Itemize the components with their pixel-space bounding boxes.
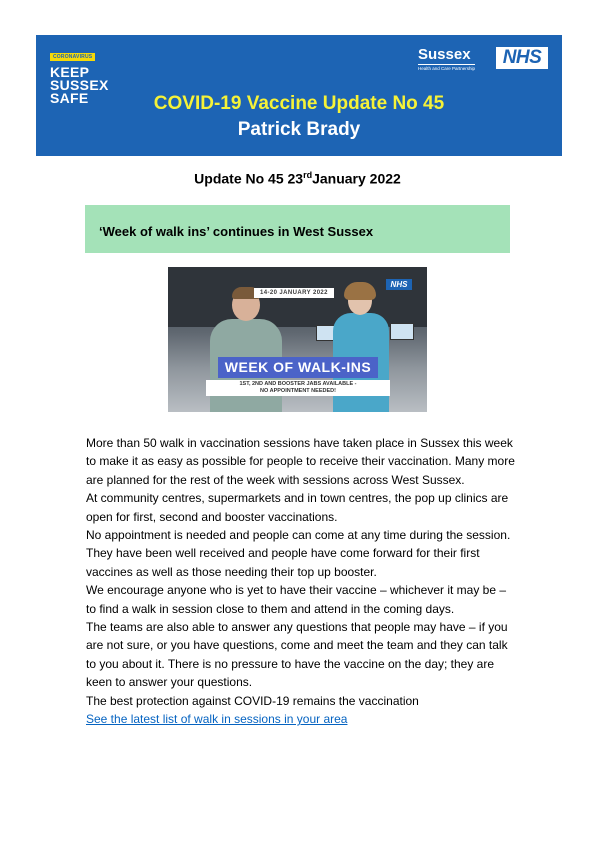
update-date-line bbox=[0, 170, 595, 187]
logo-line-keep: KEEP bbox=[50, 64, 90, 80]
logo-line-sussex: SUSSEX bbox=[50, 77, 109, 93]
logo-line-safe: SAFE bbox=[50, 90, 89, 106]
walk-ins-promo-image bbox=[168, 267, 427, 412]
coronavirus-tag: CORONAVIRUS bbox=[50, 53, 95, 61]
body-paragraph: We encourage anyone who is yet to have their vaccine – whichever it may be – to find a walk in session close to them and attend in the coming days. bbox=[86, 583, 507, 616]
photo-nhs-logo: NHS bbox=[386, 279, 412, 290]
photo-subline-2: NO APPOINTMENT NEEDED! bbox=[260, 388, 336, 394]
photo-subline bbox=[206, 380, 390, 396]
photo-headline: WEEK OF WALK-INS bbox=[218, 357, 378, 378]
body-paragraph: At community centres, supermarkets and in town centres, the pop up clinics are open for first, second and booster vaccinations. bbox=[86, 491, 509, 524]
walk-in-sessions-link[interactable]: See the latest list of walk in sessions in your area bbox=[86, 712, 348, 727]
photo-subline-1: 1ST, 2ND AND BOOSTER JABS AVAILABLE - bbox=[239, 381, 357, 387]
body-paragraph: No appointment is needed and people can come at any time during the session. They have been well received and people have come forward for their first vaccines as well as those needing their top up booster. bbox=[86, 528, 511, 579]
article-body bbox=[86, 434, 516, 729]
body-paragraph: The teams are also able to answer any questions that people may have – if you are not sure, or you have questions, come and meet the team and they can talk to you about it. There is no pressure to have the vaccine on the day; they are keen to answer your questions. bbox=[86, 620, 508, 690]
header-banner bbox=[36, 35, 562, 156]
ordinal-suffix: rd bbox=[303, 170, 313, 180]
sussex-partnership-logo bbox=[418, 47, 475, 72]
newsletter-title: COVID-19 Vaccine Update No 45 bbox=[153, 93, 445, 114]
update-month-year: January 2022 bbox=[312, 170, 401, 187]
section-heading-box bbox=[85, 205, 510, 253]
nhs-logo: NHS bbox=[496, 47, 548, 69]
section-heading: ‘Week of walk ins’ continues in West Sussex bbox=[99, 224, 374, 239]
photo-nurse-hair bbox=[344, 282, 376, 300]
body-paragraph: The best protection against COVID-19 remains the vaccination bbox=[86, 693, 419, 708]
photo-date-label: 14-20 JANUARY 2022 bbox=[254, 288, 334, 298]
update-prefix: Update No 45 23 bbox=[194, 170, 304, 187]
partner-subtitle: Health and Care Partnership bbox=[418, 66, 476, 71]
body-paragraph: More than 50 walk in vaccination sessions have taken place in Sussex this week to make it as easy as possible for people to receive their vaccination. Many more are planned for the rest of the week with sessions across West Sussex. bbox=[86, 436, 515, 487]
newsletter-author: Patrick Brady bbox=[237, 119, 361, 140]
partner-name: Sussex bbox=[418, 46, 471, 63]
photo-monitor bbox=[390, 323, 414, 340]
